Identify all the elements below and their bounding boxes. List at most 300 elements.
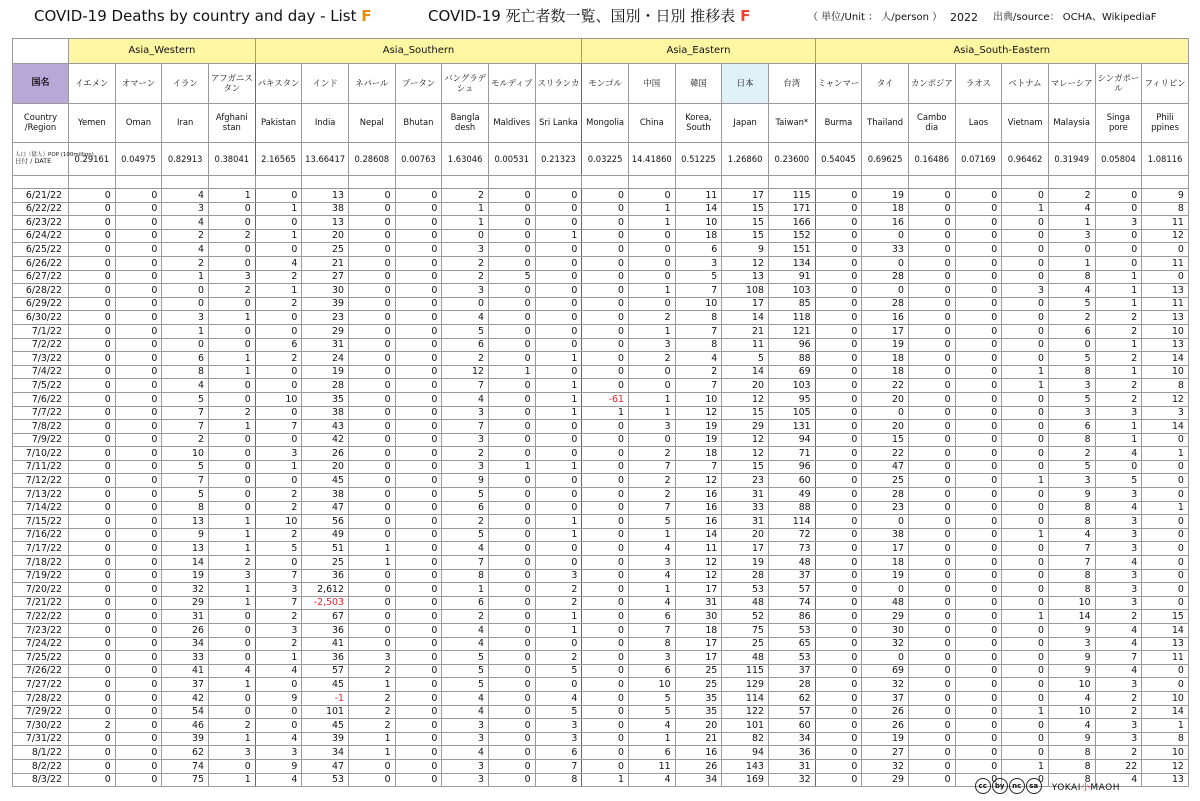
death-count-cell: 0 <box>1002 324 1049 338</box>
death-count-cell: 52 <box>722 610 769 624</box>
death-count-cell: 0 <box>1142 542 1189 556</box>
death-count-cell: 0 <box>862 583 909 597</box>
death-count-cell: 0 <box>348 474 395 488</box>
death-count-cell: 0 <box>535 284 582 298</box>
death-count-cell: 4 <box>442 624 489 638</box>
death-count-cell: 0 <box>69 460 116 474</box>
death-count-cell: 0 <box>1142 433 1189 447</box>
death-count-cell: 17 <box>862 324 909 338</box>
death-count-cell: 3 <box>442 719 489 733</box>
death-count-cell: 5 <box>1048 297 1095 311</box>
death-count-cell: 0 <box>1002 433 1049 447</box>
death-count-cell: 3 <box>442 759 489 773</box>
death-count-cell: 1 <box>208 352 255 366</box>
death-count-cell: 0 <box>815 270 862 284</box>
death-count-cell: 30 <box>675 610 722 624</box>
death-count-cell: 0 <box>1002 556 1049 570</box>
death-count-cell: 0 <box>862 651 909 665</box>
death-count-cell: 2 <box>255 637 302 651</box>
table-row <box>13 637 1189 651</box>
death-count-cell: 151 <box>768 243 815 257</box>
table-row <box>13 705 1189 719</box>
table-row <box>13 759 1189 773</box>
death-count-cell: 8 <box>1142 379 1189 393</box>
death-count-cell: 18 <box>862 352 909 366</box>
death-count-cell: 0 <box>348 420 395 434</box>
death-count-cell: 15 <box>1142 610 1189 624</box>
death-count-cell: 0 <box>908 610 955 624</box>
death-count-cell: 101 <box>722 719 769 733</box>
death-count-cell: 143 <box>722 759 769 773</box>
death-count-cell: 3 <box>1048 229 1095 243</box>
death-count-cell: 9 <box>442 474 489 488</box>
death-count-cell: 1 <box>348 678 395 692</box>
country-name-en: Burma <box>815 104 862 143</box>
death-count-cell: 0 <box>395 596 442 610</box>
death-count-cell: 0 <box>908 583 955 597</box>
date-cell: 7/3/22 <box>13 352 69 366</box>
death-count-cell: 7 <box>675 379 722 393</box>
death-count-cell: 2 <box>348 719 395 733</box>
death-count-cell: 0 <box>488 583 535 597</box>
country-name-en: Bhutan <box>395 104 442 143</box>
death-count-cell: 19 <box>862 338 909 352</box>
death-count-cell: 17 <box>675 651 722 665</box>
spacer-cell <box>115 176 162 189</box>
death-count-cell: 3 <box>162 202 209 216</box>
death-count-cell: 0 <box>955 542 1002 556</box>
death-count-cell: 0 <box>488 542 535 556</box>
death-count-cell: 0 <box>395 352 442 366</box>
death-count-cell: 3 <box>1095 515 1142 529</box>
date-cell: 7/19/22 <box>13 569 69 583</box>
death-count-cell: 0 <box>955 746 1002 760</box>
death-count-cell: 0 <box>69 732 116 746</box>
death-count-cell: 0 <box>815 474 862 488</box>
corner-cell <box>13 39 69 64</box>
death-count-cell: 0 <box>395 270 442 284</box>
death-count-cell: 13 <box>1142 637 1189 651</box>
death-count-cell: 0 <box>69 189 116 203</box>
death-count-cell: 0 <box>69 474 116 488</box>
death-count-cell: 0 <box>69 338 116 352</box>
country-name-en: Oman <box>115 104 162 143</box>
death-count-cell: 1 <box>535 379 582 393</box>
death-count-cell: 0 <box>908 528 955 542</box>
death-count-cell: 0 <box>955 216 1002 230</box>
death-count-cell: 11 <box>722 338 769 352</box>
death-count-cell: 0 <box>69 624 116 638</box>
death-count-cell: 0 <box>115 596 162 610</box>
death-count-cell: 0 <box>908 596 955 610</box>
death-count-cell: 6 <box>628 664 675 678</box>
death-count-cell: 57 <box>768 705 815 719</box>
death-count-cell: 1 <box>255 651 302 665</box>
death-count-cell: 1 <box>1095 433 1142 447</box>
death-count-cell: 0 <box>1002 569 1049 583</box>
death-count-cell: 9 <box>255 691 302 705</box>
death-count-cell: 25 <box>675 678 722 692</box>
date-cell: 6/26/22 <box>13 256 69 270</box>
death-count-cell: 0 <box>1002 216 1049 230</box>
country-name-en: Phili ppines <box>1142 104 1189 143</box>
spacer-cell <box>208 176 255 189</box>
death-count-cell: 1 <box>1002 705 1049 719</box>
death-count-cell: 2 <box>442 189 489 203</box>
spacer-cell <box>815 176 862 189</box>
death-count-cell: 12 <box>722 433 769 447</box>
death-count-cell: 14 <box>675 528 722 542</box>
death-count-cell: 0 <box>628 189 675 203</box>
death-count-cell: 4 <box>255 256 302 270</box>
country-en-row <box>13 104 1189 143</box>
death-count-cell: 47 <box>862 460 909 474</box>
table-row <box>13 433 1189 447</box>
death-count-cell: 114 <box>722 691 769 705</box>
death-count-cell: -2,503 <box>302 596 349 610</box>
death-count-cell: 1 <box>442 583 489 597</box>
death-count-cell: 2 <box>442 610 489 624</box>
death-count-cell: 0 <box>582 474 629 488</box>
death-count-cell: 47 <box>302 759 349 773</box>
death-count-cell: 2 <box>255 488 302 502</box>
death-count-cell: 1 <box>1048 216 1095 230</box>
death-count-cell: 1 <box>488 365 535 379</box>
death-count-cell: 0 <box>488 596 535 610</box>
death-count-cell: 0 <box>348 406 395 420</box>
death-count-cell: 0 <box>815 610 862 624</box>
death-count-cell: 0 <box>115 460 162 474</box>
death-count-cell: 0 <box>255 365 302 379</box>
date-cell: 6/21/22 <box>13 189 69 203</box>
date-label: 日付 / DATE <box>15 157 52 166</box>
death-count-cell: 1 <box>208 311 255 325</box>
date-cell: 7/20/22 <box>13 583 69 597</box>
death-count-cell: 74 <box>768 596 815 610</box>
population-value: 0.96462 <box>1002 143 1049 176</box>
death-count-cell: 31 <box>675 596 722 610</box>
death-count-cell: 25 <box>862 474 909 488</box>
death-count-cell: 1 <box>208 420 255 434</box>
death-count-cell: 1 <box>535 229 582 243</box>
death-count-cell: 0 <box>908 719 955 733</box>
death-count-cell: 0 <box>582 297 629 311</box>
death-count-cell: 0 <box>1002 256 1049 270</box>
death-count-cell: 0 <box>442 229 489 243</box>
country-name-en: Nepal <box>348 104 395 143</box>
death-count-cell: 134 <box>768 256 815 270</box>
death-count-cell: 0 <box>1142 569 1189 583</box>
death-count-cell: 0 <box>908 556 955 570</box>
death-count-cell: 0 <box>1142 243 1189 257</box>
country-name-en: Japan <box>722 104 769 143</box>
death-count-cell: 1 <box>582 773 629 787</box>
death-count-cell: 0 <box>955 474 1002 488</box>
death-count-cell: 0 <box>69 433 116 447</box>
death-count-cell: 0 <box>1002 691 1049 705</box>
death-count-cell: 0 <box>582 705 629 719</box>
death-count-cell: 0 <box>908 352 955 366</box>
death-count-cell: 0 <box>815 433 862 447</box>
spacer-cell <box>582 176 629 189</box>
population-value: 0.29161 <box>69 143 116 176</box>
death-count-cell: 3 <box>1095 678 1142 692</box>
death-count-cell: 8 <box>1048 583 1095 597</box>
death-count-cell: 36 <box>768 746 815 760</box>
population-value: 14.41860 <box>628 143 675 176</box>
death-count-cell: 0 <box>348 759 395 773</box>
death-count-cell: 0 <box>348 596 395 610</box>
death-count-cell: 105 <box>768 406 815 420</box>
death-count-cell: 1 <box>1095 365 1142 379</box>
death-count-cell: 0 <box>628 379 675 393</box>
death-count-cell: 0 <box>1002 447 1049 461</box>
death-count-cell: 0 <box>115 664 162 678</box>
death-count-cell: 0 <box>955 433 1002 447</box>
death-count-cell: 23 <box>862 501 909 515</box>
death-count-cell: 57 <box>302 664 349 678</box>
deaths-table <box>12 38 1189 787</box>
spacer-cell <box>722 176 769 189</box>
death-count-cell: 17 <box>722 297 769 311</box>
death-count-cell: 0 <box>395 284 442 298</box>
death-count-cell: 0 <box>115 651 162 665</box>
death-count-cell: 45 <box>302 719 349 733</box>
death-count-cell: 0 <box>208 297 255 311</box>
death-count-cell: 0 <box>69 420 116 434</box>
death-count-cell: 0 <box>395 392 442 406</box>
spacer-cell <box>69 176 116 189</box>
death-count-cell: 0 <box>908 284 955 298</box>
death-count-cell: 11 <box>1142 651 1189 665</box>
death-count-cell: 32 <box>862 637 909 651</box>
death-count-cell: 0 <box>69 542 116 556</box>
table-row <box>13 311 1189 325</box>
spacer-cell <box>348 176 395 189</box>
death-count-cell: 6 <box>442 596 489 610</box>
death-count-cell: 0 <box>115 297 162 311</box>
death-count-cell: 0 <box>1002 229 1049 243</box>
death-count-cell: 3 <box>1095 583 1142 597</box>
death-count-cell: 28 <box>862 270 909 284</box>
death-count-cell: 16 <box>675 488 722 502</box>
death-count-cell: 16 <box>675 746 722 760</box>
death-count-cell: 0 <box>395 189 442 203</box>
death-count-cell: 0 <box>1142 460 1189 474</box>
country-name-ja: オマーン <box>115 64 162 104</box>
death-count-cell: 8 <box>1048 501 1095 515</box>
death-count-cell: 0 <box>395 311 442 325</box>
death-count-cell: 0 <box>69 229 116 243</box>
death-count-cell: 0 <box>908 488 955 502</box>
death-count-cell: 4 <box>535 691 582 705</box>
death-count-cell: 0 <box>535 324 582 338</box>
death-count-cell: 12 <box>722 392 769 406</box>
death-count-cell: 0 <box>1002 651 1049 665</box>
death-count-cell: 0 <box>1002 773 1049 787</box>
date-cell: 7/11/22 <box>13 460 69 474</box>
death-count-cell: 0 <box>1002 637 1049 651</box>
death-count-cell: 0 <box>115 542 162 556</box>
death-count-cell: 0 <box>69 311 116 325</box>
death-count-cell: 0 <box>955 324 1002 338</box>
death-count-cell: 0 <box>628 256 675 270</box>
death-count-cell: 4 <box>442 637 489 651</box>
death-count-cell: 0 <box>582 365 629 379</box>
death-count-cell: 0 <box>488 515 535 529</box>
country-name-ja: イエメン <box>69 64 116 104</box>
death-count-cell: 2 <box>1095 746 1142 760</box>
death-count-cell: 0 <box>69 270 116 284</box>
death-count-cell: 6 <box>255 338 302 352</box>
country-name-en: Laos <box>955 104 1002 143</box>
table-row <box>13 678 1189 692</box>
death-count-cell: 0 <box>582 324 629 338</box>
date-cell: 6/30/22 <box>13 311 69 325</box>
date-cell: 7/1/22 <box>13 324 69 338</box>
death-count-cell: 0 <box>162 338 209 352</box>
population-value: 1.63046 <box>442 143 489 176</box>
death-count-cell: 57 <box>768 583 815 597</box>
population-label-top: 人口（億人）POP (100million) <box>15 152 94 159</box>
country-name-ja: バングラデシュ <box>442 64 489 104</box>
death-count-cell: 39 <box>302 732 349 746</box>
death-count-cell: 0 <box>862 515 909 529</box>
death-count-cell: 4 <box>442 542 489 556</box>
death-count-cell: 1 <box>208 678 255 692</box>
death-count-cell: 30 <box>302 284 349 298</box>
death-count-cell: 51 <box>302 542 349 556</box>
sa-icon: sa <box>1026 778 1042 794</box>
death-count-cell: 5 <box>535 705 582 719</box>
death-count-cell: 3 <box>675 256 722 270</box>
death-count-cell: 2 <box>348 691 395 705</box>
death-count-cell: 73 <box>768 542 815 556</box>
death-count-cell: 20 <box>862 420 909 434</box>
death-count-cell: 5 <box>628 705 675 719</box>
death-count-cell: 0 <box>395 488 442 502</box>
death-count-cell: 74 <box>162 759 209 773</box>
death-count-cell: 0 <box>815 189 862 203</box>
spacer-cell <box>1142 176 1189 189</box>
population-value: 0.16486 <box>908 143 955 176</box>
date-cell: 7/22/22 <box>13 610 69 624</box>
population-value: 0.04975 <box>115 143 162 176</box>
death-count-cell: 0 <box>69 773 116 787</box>
death-count-cell: 0 <box>815 759 862 773</box>
death-count-cell: 0 <box>908 637 955 651</box>
country-name-ja: インド <box>302 64 349 104</box>
death-count-cell: 1 <box>255 460 302 474</box>
death-count-cell: 1 <box>628 406 675 420</box>
country-name-ja: ミャンマー <box>815 64 862 104</box>
death-count-cell: 17 <box>722 189 769 203</box>
death-count-cell: 169 <box>722 773 769 787</box>
death-count-cell: 0 <box>69 447 116 461</box>
death-count-cell: 0 <box>348 637 395 651</box>
by-icon: by <box>992 778 1008 794</box>
death-count-cell: 20 <box>722 379 769 393</box>
country-name-ja: ベトナム <box>1002 64 1049 104</box>
death-count-cell: 0 <box>955 759 1002 773</box>
death-count-cell: 0 <box>1002 243 1049 257</box>
spacer-cell <box>442 176 489 189</box>
death-count-cell: 1 <box>535 528 582 542</box>
death-count-cell: 0 <box>69 556 116 570</box>
death-count-cell: 0 <box>815 202 862 216</box>
death-count-cell: 2 <box>442 256 489 270</box>
death-count-cell: 7 <box>255 569 302 583</box>
death-count-cell: 0 <box>69 256 116 270</box>
death-count-cell: 0 <box>69 610 116 624</box>
death-count-cell: 48 <box>768 556 815 570</box>
death-count-cell: 13 <box>722 270 769 284</box>
death-count-cell: 0 <box>69 678 116 692</box>
death-count-cell: 4 <box>255 773 302 787</box>
death-count-cell: 41 <box>302 637 349 651</box>
death-count-cell: 34 <box>302 746 349 760</box>
death-count-cell: 5 <box>442 488 489 502</box>
country-name-en: Korea, South <box>675 104 722 143</box>
death-count-cell: 0 <box>908 691 955 705</box>
death-count-cell: 0 <box>908 624 955 638</box>
death-count-cell: 0 <box>815 624 862 638</box>
death-count-cell: 29 <box>722 420 769 434</box>
death-count-cell: 0 <box>908 379 955 393</box>
table-row <box>13 202 1189 216</box>
region-header: Asia_Western <box>69 39 256 64</box>
death-count-cell: 0 <box>395 759 442 773</box>
death-count-cell: 0 <box>395 732 442 746</box>
death-count-cell: 0 <box>815 311 862 325</box>
death-count-cell: 0 <box>955 392 1002 406</box>
death-count-cell: 0 <box>535 420 582 434</box>
region-header: Asia_South-Eastern <box>815 39 1188 64</box>
death-count-cell: 4 <box>255 732 302 746</box>
date-cell: 7/17/22 <box>13 542 69 556</box>
death-count-cell: 15 <box>722 406 769 420</box>
death-count-cell: 0 <box>955 365 1002 379</box>
death-count-cell: 0 <box>908 732 955 746</box>
death-count-cell: 0 <box>535 501 582 515</box>
death-count-cell: 0 <box>908 651 955 665</box>
death-count-cell: 1 <box>628 732 675 746</box>
death-count-cell: 1 <box>442 202 489 216</box>
death-count-cell: 0 <box>582 460 629 474</box>
death-count-cell: 0 <box>69 705 116 719</box>
death-count-cell: 0 <box>115 202 162 216</box>
death-count-cell: 0 <box>488 284 535 298</box>
death-count-cell: 0 <box>1142 474 1189 488</box>
death-count-cell: 8 <box>1048 433 1095 447</box>
death-count-cell: 3 <box>442 406 489 420</box>
death-count-cell: 118 <box>768 311 815 325</box>
death-count-cell: 1 <box>535 624 582 638</box>
death-count-cell: 38 <box>302 488 349 502</box>
death-count-cell: 2 <box>255 270 302 284</box>
death-count-cell: 0 <box>815 637 862 651</box>
country-name-ja: アフガニスタン <box>208 64 255 104</box>
death-count-cell: 18 <box>675 447 722 461</box>
death-count-cell: 1 <box>628 392 675 406</box>
death-count-cell: 0 <box>115 433 162 447</box>
death-count-cell: 0 <box>628 433 675 447</box>
death-count-cell: 121 <box>768 324 815 338</box>
death-count-cell: 0 <box>115 488 162 502</box>
death-count-cell: 31 <box>768 759 815 773</box>
death-count-cell: 0 <box>255 705 302 719</box>
death-count-cell: 0 <box>582 759 629 773</box>
